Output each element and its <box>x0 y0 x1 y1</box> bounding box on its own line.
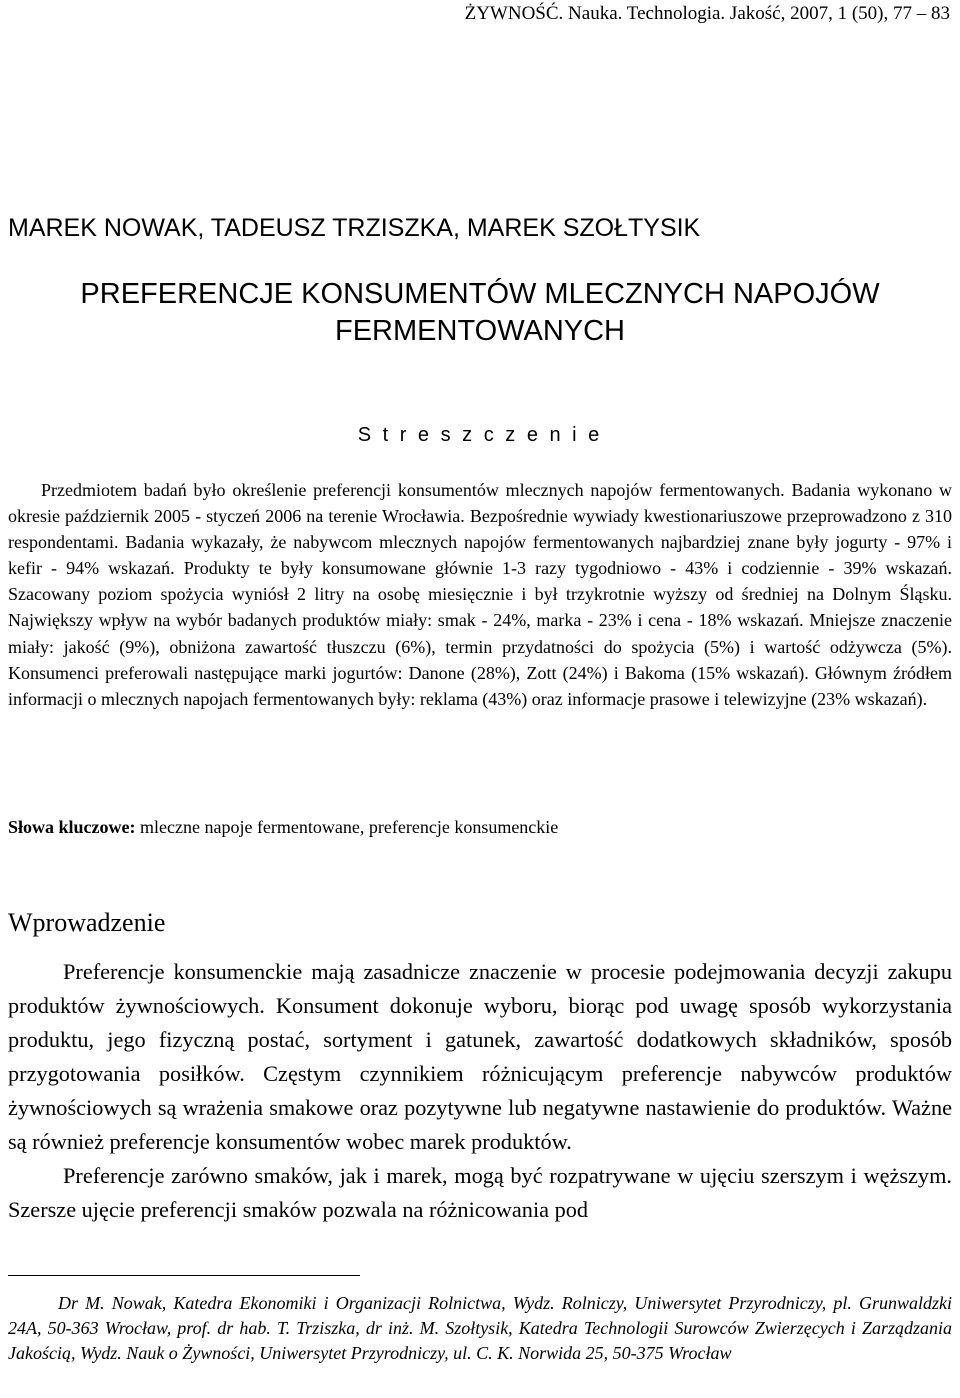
intro-paragraph-1: Preferencje konsumenckie mają zasadnicze znaczenie w procesie podejmowania decyzji zakupu produktów żywnościowych. Konsument dokonuje wyboru, biorąc pod uwagę sposób wykorzystania produktu, jego fizyczną postać, sortyment i gatunek, zawartość dodatkowych składników, sposób przygotowania posiłków. Częstym czynnikiem różnicującym preferencje nabywców produktów żywnościowych są wrażenia smakowe oraz pozytywne lub negatywne nastawienie do produktów. Ważne są również preferencje konsumentów wobec marek produktów. <box>8 959 952 1154</box>
intro-body <box>8 955 952 1227</box>
article-title <box>0 276 960 350</box>
keywords-label: Słowa kluczowe: <box>8 817 136 837</box>
section-heading: Wprowadzenie <box>8 908 166 937</box>
keywords-text: mleczne napoje fermentowane, preferencje konsumenckie <box>140 817 559 837</box>
footnote-text: Dr M. Nowak, Katedra Ekonomiki i Organizacji Rolnictwa, Wydz. Rolniczy, Uniwersytet Przyrodniczy, pl. Grunwaldzki 24A, 50-363 Wrocław, prof. dr hab. T. Trziszka, dr inż. M. Szołtysik, Katedra Technologii Surowców Zwierzęcych i Zarządzania Jakością, Wydz. Nauk o Żywności, Uniwersytet Przyrodniczy, ul. C. K. Norwida 25, 50-375 Wrocław <box>8 1293 952 1363</box>
abstract-heading: S t r e s z c z e n i e <box>357 424 603 446</box>
intro-paragraph-2: Preferencje zarówno smaków, jak i marek, mogą być rozpatrywane w ujęciu szerszym i węższym. Szersze ujęcie preferencji smaków pozwala na różnicowania pod <box>8 1163 952 1222</box>
abstract-text: Przedmiotem badań było określenie preferencji konsumentów mlecznych napojów fermentowanych. Badania wykonano w okresie październik 2005 - styczeń 2006 na terenie Wrocławia. Bezpośrednie wywiady kwestionariuszowe przeprowadzono z 310 respondentami. Badania wykazały, że nabywcom mlecznych napojów fermentowanych najbardziej znane były jogurty - 97% i kefir - 94% wskazań. Produkty te były konsumowane głównie 1-3 razy tygodniowo - 43% i codziennie - 39% wskazań. Szacowany poziom spożycia wyniósł 2 litry na osobę miesięcznie i był trzykrotnie wyższy od średniej na Dolnym Śląsku. Największy wpływ na wybór badanych produktów miały: smak - 24%, marka - 23% i cena - 18% wskazań. Mniejsze znaczenie miały: jakość (9%), obniżona zawartość tłuszczu (6%), termin przydatności do spożycia (5%) i wartość odżywcza (5%). Konsumenci preferowali następujące marki jogurtów: Danone (28%), Zott (24%) i Bakoma (15% wskazań). Głównym źródłem informacji o mlecznych napojach fermentowanych były: reklama (43%) oraz informacje prasowe i telewizyjne (23% wskazań). <box>8 480 952 709</box>
authors-line: MAREK NOWAK, TADEUSZ TRZISZKA, MAREK SZOŁTYSIK <box>8 214 701 242</box>
footnote-divider <box>8 1275 360 1276</box>
title-line-1: PREFERENCJE KONSUMENTÓW MLECZNYCH NAPOJÓW <box>80 278 880 310</box>
abstract-paragraph <box>8 477 952 712</box>
keywords-line <box>8 814 558 840</box>
journal-header: ŻYWNOŚĆ. Nauka. Technologia. Jakość, 2007, 1 (50), 77 – 83 <box>464 3 950 24</box>
title-line-2: FERMENTOWANYCH <box>335 315 625 347</box>
author-affiliation-footnote <box>8 1291 952 1366</box>
